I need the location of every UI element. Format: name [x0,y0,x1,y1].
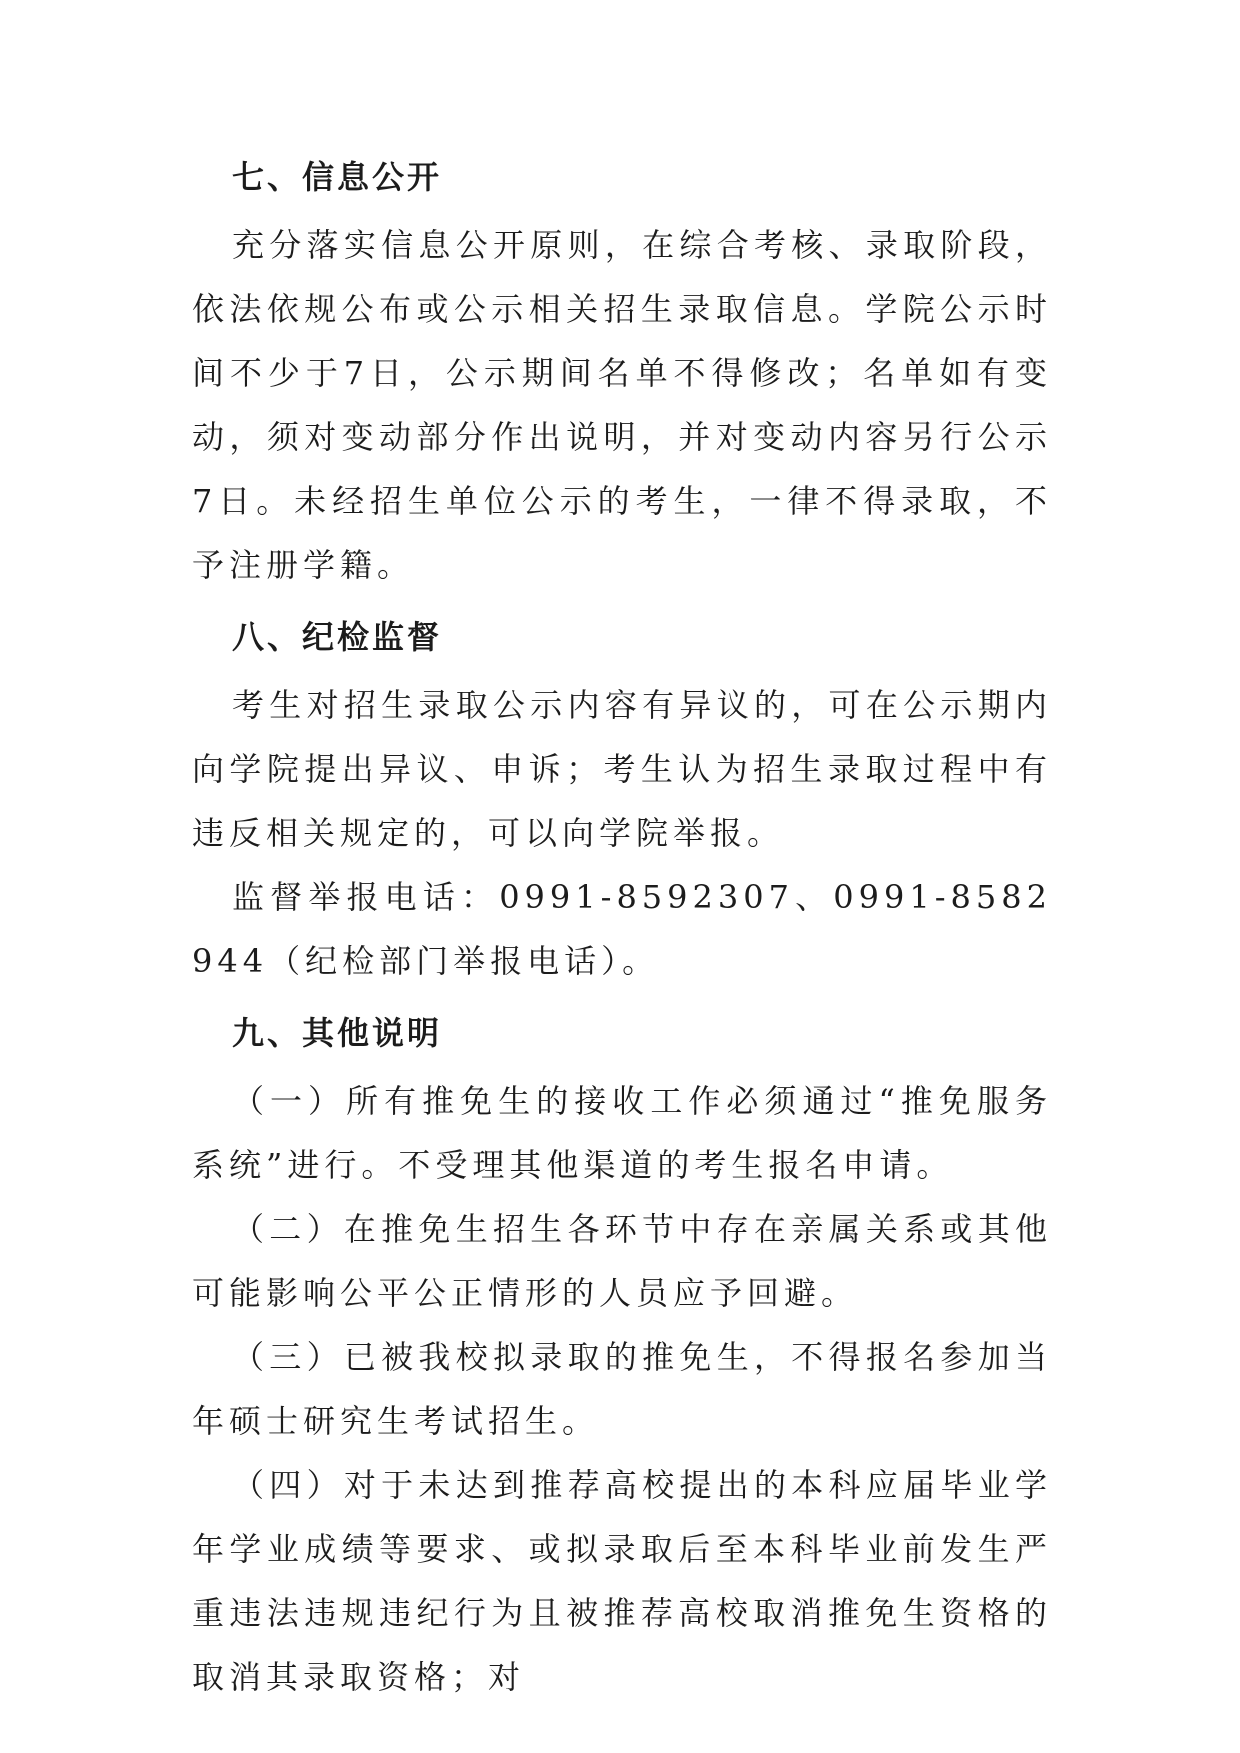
paragraph-note-3: （三）已被我校拟录取的推免生，不得报名参加当年硕士研究生考试招生。 [192,1338,1052,1440]
section-title-discipline-supervision: 八、纪检监督 [232,618,443,656]
paragraph-note-2: （二）在推免生招生各环节中存在亲属关系或其他可能影响公平公正情形的人员应予回避。 [192,1210,1052,1312]
section-title-other-notes: 九、其他说明 [232,1014,443,1052]
paragraph-report-phone: 监督举报电话：0991-8592307、0991-8582944（纪检部门举报电话）。 [192,878,1052,980]
paragraph-information-disclosure: 充分落实信息公开原则，在综合考核、录取阶段，依法依规公布或公示相关招生录取信息。学院公示时间不少于7日，公示期间名单不得修改；名单如有变动，须对变动部分作出说明，并对变动内容另行公示7日。未经招生单位公示的考生，一律不得录取，不予注册学籍。 [192,226,1052,584]
paragraph-objection-report: 考生对招生录取公示内容有异议的，可在公示期内向学院提出异议、申诉；考生认为招生录取过程中有违反相关规定的，可以向学院举报。 [192,686,1052,852]
paragraph-note-4: （四）对于未达到推荐高校提出的本科应届毕业学年学业成绩等要求、或拟录取后至本科毕业前发生严重违法违规违纪行为且被推荐高校取消推免生资格的取消其录取资格；对 [192,1466,1052,1696]
section-title-information-disclosure: 七、信息公开 [232,158,443,196]
paragraph-note-1: （一）所有推免生的接收工作必须通过“推免服务系统”进行。不受理其他渠道的考生报名申请。 [192,1082,1052,1184]
document-body [192,157,1052,1709]
